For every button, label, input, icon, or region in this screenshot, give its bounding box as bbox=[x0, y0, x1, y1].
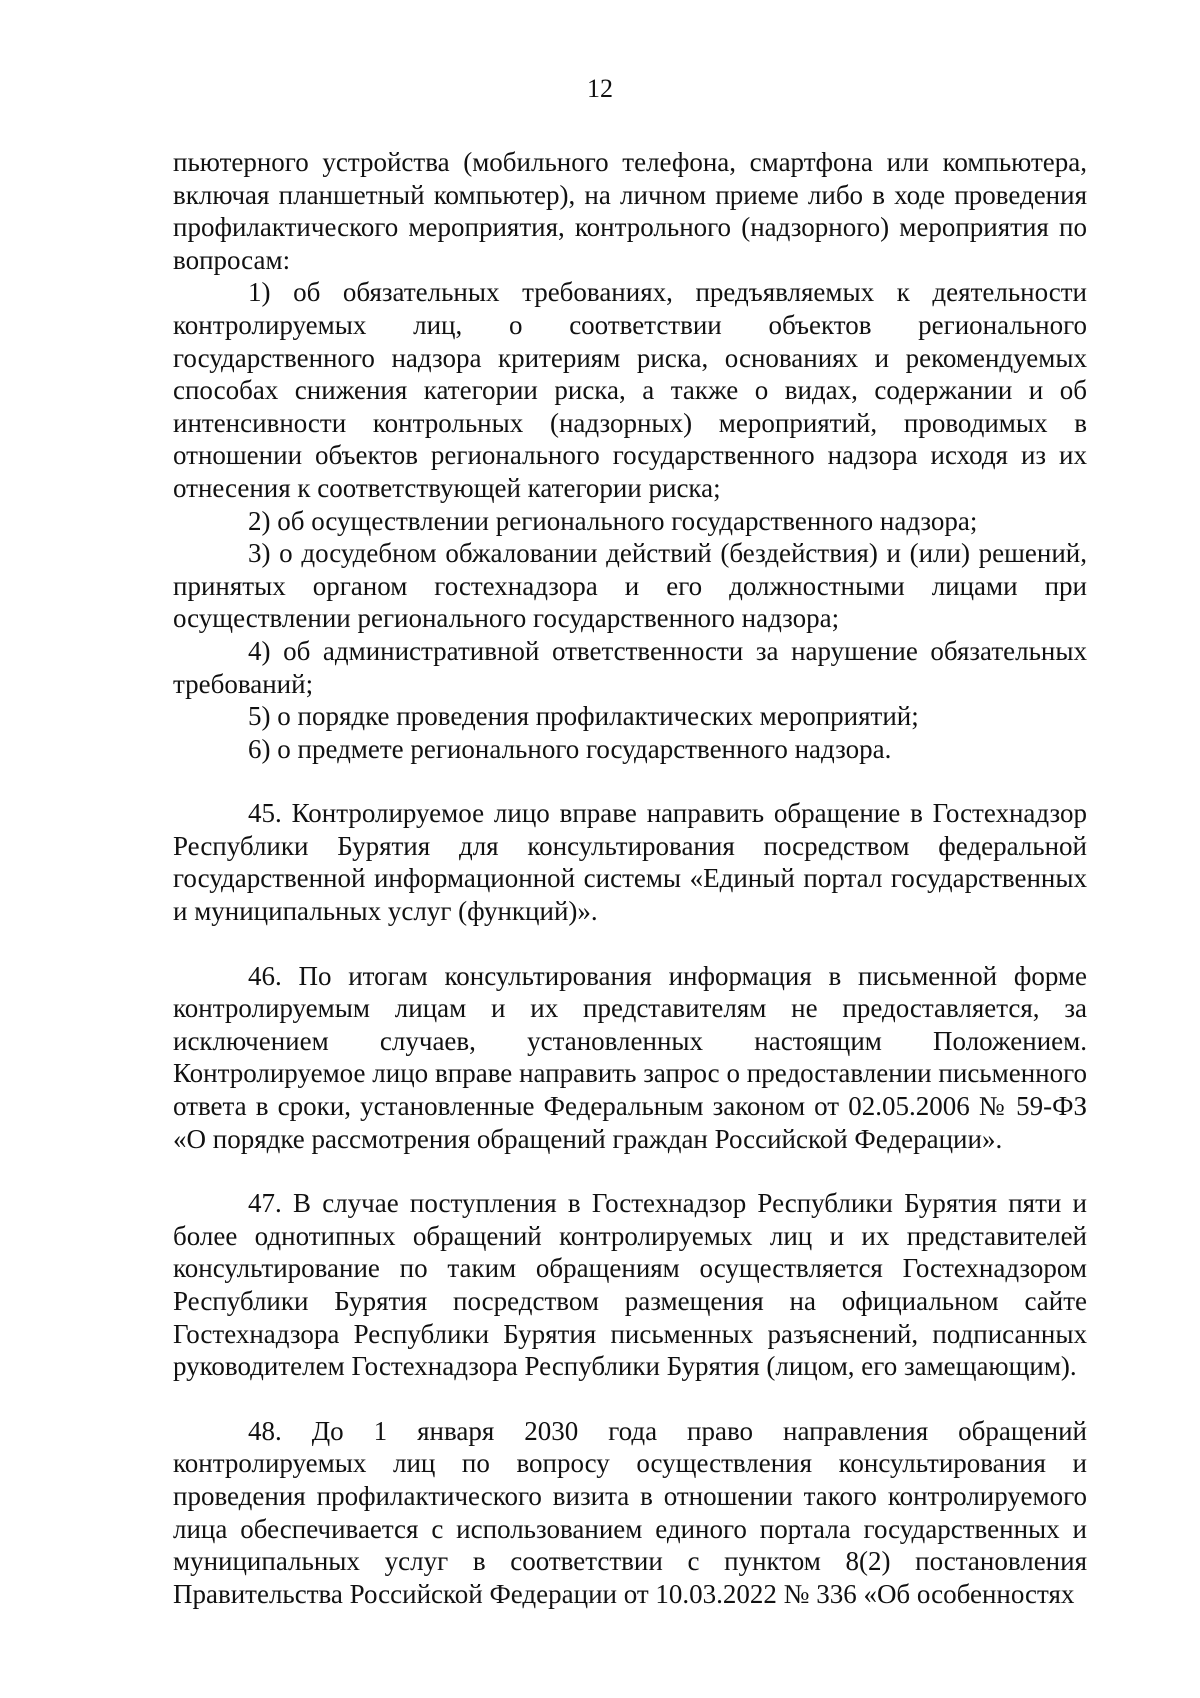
paragraph-continuation: пьютерного устройства (мобильного телефона, смартфона или компьютера, включая планшетный компьютер), на личном приеме либо в ходе проведения профилактического мероприятия, контрольного (надзорного) мероприятия по вопросам: bbox=[173, 147, 1087, 275]
list-item-6: 6) о предмете регионального государственного надзора. bbox=[248, 733, 892, 764]
page-number: 12 bbox=[587, 74, 613, 103]
paragraph-46: 46. По итогам консультирования информация в письменной форме контролируемым лицам и их представителям не предоставляется, за исключением случаев, установленных настоящим Положением. Контролируемое лицо вправе направить запрос о предоставлении письменного ответа в сроки, установленные Федеральным законом от 02.05.2006 № 59-ФЗ «О порядке рассмотрения обращений граждан Российской Федерации». bbox=[173, 960, 1087, 1154]
paragraph-48: 48. До 1 января 2030 года право направления обращений контролируемых лиц по вопросу осуществления консультирования и проведения профилактического визита в отношении такого контролируемого лица обеспечивается с использованием единого портала государственных и муниципальных услуг в соответствии с пунктом 8(2) постановления Правительства Российской Федерации от 10.03.2022 № 336 «Об особенностях bbox=[173, 1415, 1087, 1609]
list-item-4: 4) об административной ответственности за нарушение обязательных требований; bbox=[173, 635, 1087, 699]
paragraph-47: 47. В случае поступления в Гостехнадзор Республики Бурятия пяти и более однотипных обращений контролируемых лиц и их представителей консультирование по таким обращениям осуществляется Гостехнадзором Республики Бурятия посредством размещения на официальном сайте Гостехнадзора Республики Бурятия письменных разъяснений, подписанных руководителем Гостехнадзора Республики Бурятия (лицом, его замещающим). bbox=[173, 1188, 1087, 1382]
list-item-1: 1) об обязательных требованиях, предъявляемых к деятельности контролируемых лиц, о соответствии объектов регионального государственного надзора критериям риска, основаниях и рекомендуемых способах снижения категории риска, а также о видах, содержании и об интенсивности контрольных (надзорных) мероприятий, проводимых в отношении объектов регионального государственного надзора исходя из их отнесения к соответствующей категории риска; bbox=[173, 277, 1087, 503]
paragraph-45: 45. Контролируемое лицо вправе направить обращение в Гостехнадзор Республики Бурятия для консультирования посредством федеральной государственной информационной системы «Единый портал государственных и муниципальных услуг (функций)». bbox=[173, 798, 1087, 927]
document-body bbox=[173, 146, 1087, 1610]
list-item-5: 5) о порядке проведения профилактических мероприятий; bbox=[248, 701, 919, 732]
list-item-3: 3) о досудебном обжаловании действий (бездействия) и (или) решений, принятых органом гостехнадзора и его должностными лицами при осуществлении регионального государственного надзора; bbox=[173, 538, 1087, 634]
list-item-2: 2) об осуществлении регионального государственного надзора; bbox=[248, 505, 978, 536]
